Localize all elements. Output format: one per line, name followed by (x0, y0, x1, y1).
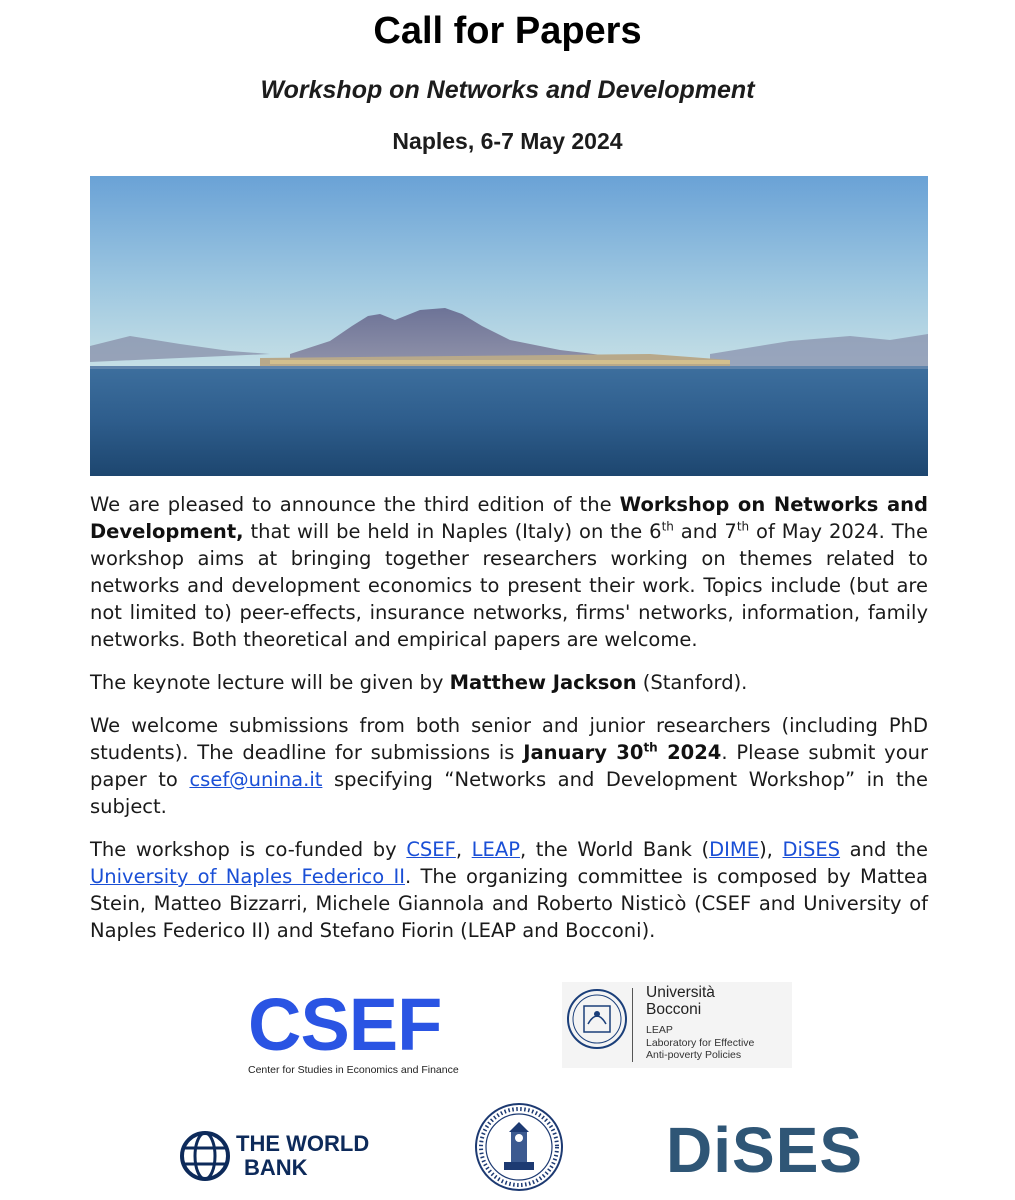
dime-link[interactable]: DIME (709, 838, 760, 861)
world-bank-line2: BANK (244, 1155, 308, 1180)
email-link[interactable]: csef@unina.it (189, 768, 323, 791)
csef-logo-word: CSEF (248, 983, 442, 1066)
unina-seal-logo (474, 1102, 564, 1196)
csef-link[interactable]: CSEF (406, 838, 456, 861)
leap-label: LEAP (646, 1024, 673, 1036)
bocconi-crest-icon (566, 986, 628, 1052)
bocconi-leap-logo (562, 982, 792, 1068)
globe-icon (178, 1128, 232, 1184)
submission-paragraph: We welcome submissions from both senior and junior researchers (including PhD students). The deadline for submissions is January 30th 2024. Please submit your paper to csef@unina.it specifying “Networks and Development Workshop” in the subject. (90, 714, 929, 818)
page-title: Call for Papers (373, 10, 642, 52)
intro-paragraph: We are pleased to announce the third edition of the Workshop on Networks and Development, that will be held in Naples (Italy) on the 6th and 7th of May 2024. The workshop aims at bringing together researchers working on themes related to networks and development economics to present their work. Topics include (but are not limited to) peer-effects, insurance networks, firms' networks, information, family networks. Both theoretical and empirical papers are welcome. (90, 493, 929, 651)
unina-link[interactable]: University of Naples Federico II (90, 865, 405, 888)
world-bank-line1: THE WORLD (236, 1131, 370, 1156)
leap-line1: Laboratory for Effective (646, 1036, 755, 1049)
csef-logo (248, 983, 459, 1076)
announcement-body (90, 491, 928, 960)
leap-link[interactable]: LEAP (471, 838, 520, 861)
unina-seal-icon (474, 1102, 564, 1192)
bocconi-name-line2: Bocconi (646, 1001, 702, 1018)
location-date: Naples, 6-7 May 2024 (392, 128, 623, 154)
dises-logo-word: DiSES (666, 1114, 864, 1186)
dises-link[interactable]: DiSES (782, 838, 841, 861)
keynote-paragraph: The keynote lecture will be given by Matthew Jackson (Stanford). (90, 671, 748, 694)
workshop-subtitle: Workshop on Networks and Development (260, 76, 755, 104)
world-bank-logo (178, 1124, 378, 1188)
dises-logo (666, 1114, 864, 1186)
csef-logo-caption: Center for Studies in Economics and Finance (248, 1064, 459, 1076)
naples-bay-photo (90, 176, 928, 476)
funding-paragraph: The workshop is co-funded by CSEF, LEAP, the World Bank (DIME), DiSES and the University of Naples Federico II. The organizing committee is composed by Mattea Stein, Matteo Bizzarri, Michele Giannola and Roberto Nisticò (CSEF and University of Naples Federico II) and Stefano Fiorin (LEAP and Bocconi). (90, 838, 929, 942)
bocconi-name-line1: Università (646, 984, 715, 1001)
leap-line2: Anti-poverty Policies (646, 1049, 742, 1061)
